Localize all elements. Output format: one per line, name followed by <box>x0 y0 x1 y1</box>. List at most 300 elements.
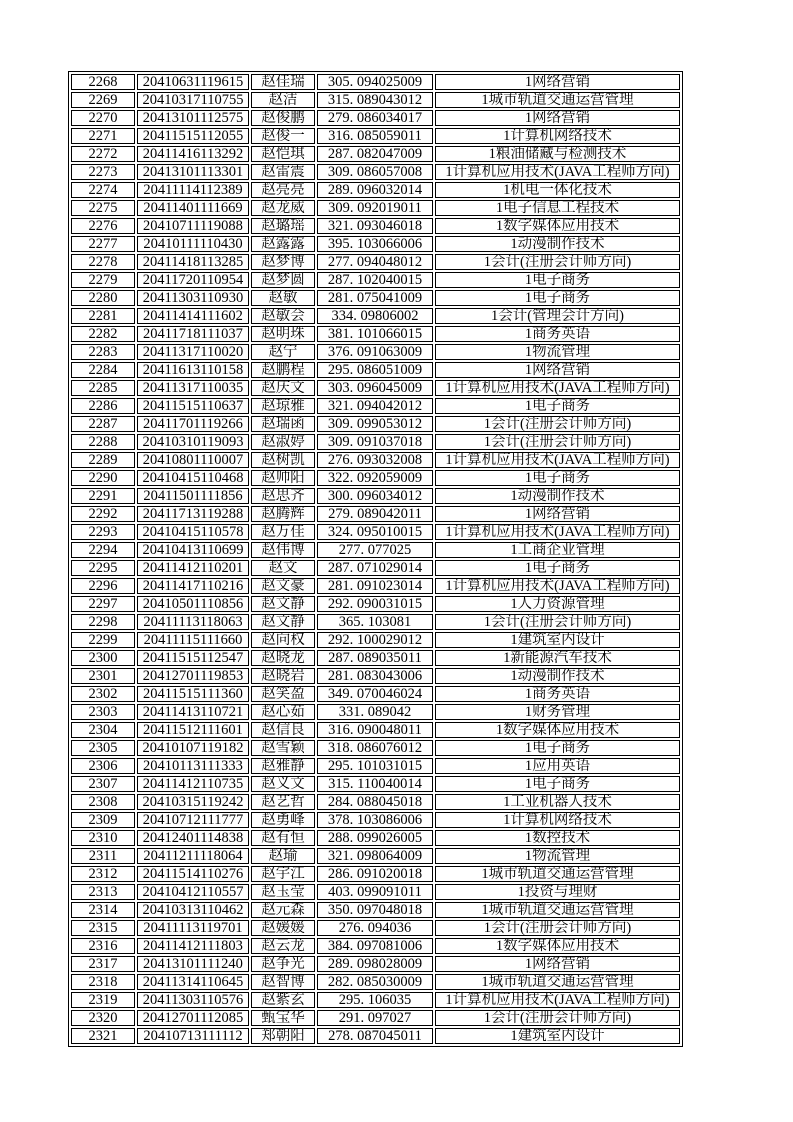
cell-major: 1计算机应用技术(JAVA工程师方向) <box>435 992 680 1008</box>
table-row <box>71 254 680 270</box>
table-row <box>71 668 680 684</box>
table-row <box>71 560 680 576</box>
cell-candidate_id: 20412401114838 <box>137 830 249 846</box>
cell-candidate_id: 20411515110637 <box>137 398 249 414</box>
cell-serial: 2321 <box>71 1028 135 1044</box>
cell-serial: 2296 <box>71 578 135 594</box>
cell-name: 赵文静 <box>251 614 315 630</box>
table-row <box>71 1010 680 1026</box>
cell-name: 赵宇江 <box>251 866 315 882</box>
cell-serial: 2292 <box>71 506 135 522</box>
cell-serial: 2294 <box>71 542 135 558</box>
table-row <box>71 812 680 828</box>
cell-score: 278. 087045011 <box>317 1028 433 1044</box>
table-body <box>71 74 680 1044</box>
cell-name: 赵玉莹 <box>251 884 315 900</box>
cell-name: 赵向权 <box>251 632 315 648</box>
cell-candidate_id: 20411613110158 <box>137 362 249 378</box>
table-row <box>71 902 680 918</box>
cell-major: 1动漫制作技术 <box>435 236 680 252</box>
cell-score: 287. 071029014 <box>317 560 433 576</box>
cell-serial: 2286 <box>71 398 135 414</box>
cell-major: 1计算机应用技术(JAVA工程师方向) <box>435 452 680 468</box>
cell-candidate_id: 20411113118063 <box>137 614 249 630</box>
cell-major: 1网络营销 <box>435 362 680 378</box>
cell-candidate_id: 20411114112389 <box>137 182 249 198</box>
cell-score: 321. 094042012 <box>317 398 433 414</box>
table-row <box>71 686 680 702</box>
cell-major: 1物流管理 <box>435 848 680 864</box>
table-row <box>71 542 680 558</box>
cell-name: 赵明珠 <box>251 326 315 342</box>
table-row <box>71 830 680 846</box>
cell-name: 赵媛媛 <box>251 920 315 936</box>
table-row <box>71 236 680 252</box>
cell-name: 赵文豪 <box>251 578 315 594</box>
cell-name: 赵晓岩 <box>251 668 315 684</box>
cell-name: 赵紫玄 <box>251 992 315 1008</box>
cell-candidate_id: 20410107119182 <box>137 740 249 756</box>
cell-name: 赵亮亮 <box>251 182 315 198</box>
cell-candidate_id: 20411718111037 <box>137 326 249 342</box>
table-row <box>71 614 680 630</box>
cell-major: 1计算机应用技术(JAVA工程师方向) <box>435 524 680 540</box>
cell-major: 1电子信息工程技术 <box>435 200 680 216</box>
cell-major: 1电子商务 <box>435 290 680 306</box>
cell-name: 赵元森 <box>251 902 315 918</box>
cell-name: 赵璐瑶 <box>251 218 315 234</box>
cell-serial: 2282 <box>71 326 135 342</box>
cell-name: 赵文静 <box>251 596 315 612</box>
cell-candidate_id: 20411713119288 <box>137 506 249 522</box>
cell-candidate_id: 20410111110430 <box>137 236 249 252</box>
cell-score: 331. 089042 <box>317 704 433 720</box>
cell-score: 322. 092059009 <box>317 470 433 486</box>
cell-score: 321. 093046018 <box>317 218 433 234</box>
cell-name: 赵笑盈 <box>251 686 315 702</box>
cell-score: 287. 082047009 <box>317 146 433 162</box>
cell-serial: 2302 <box>71 686 135 702</box>
cell-major: 1电子商务 <box>435 398 680 414</box>
cell-candidate_id: 20410315119242 <box>137 794 249 810</box>
table-row <box>71 182 680 198</box>
cell-serial: 2297 <box>71 596 135 612</box>
cell-score: 303. 096045009 <box>317 380 433 396</box>
cell-major: 1城市轨道交通运营管理 <box>435 974 680 990</box>
cell-candidate_id: 20411412111803 <box>137 938 249 954</box>
cell-score: 309. 086057008 <box>317 164 433 180</box>
cell-candidate_id: 20411303110576 <box>137 992 249 1008</box>
cell-candidate_id: 20413101112575 <box>137 110 249 126</box>
cell-serial: 2287 <box>71 416 135 432</box>
cell-major: 1人力资源管理 <box>435 596 680 612</box>
cell-serial: 2278 <box>71 254 135 270</box>
cell-score: 349. 070046024 <box>317 686 433 702</box>
table-row <box>71 956 680 972</box>
cell-name: 赵文 <box>251 560 315 576</box>
cell-score: 277. 077025 <box>317 542 433 558</box>
cell-serial: 2320 <box>71 1010 135 1026</box>
cell-candidate_id: 20411514110276 <box>137 866 249 882</box>
cell-serial: 2307 <box>71 776 135 792</box>
cell-major: 1新能源汽车技术 <box>435 650 680 666</box>
cell-score: 284. 088045018 <box>317 794 433 810</box>
cell-major: 1机电一体化技术 <box>435 182 680 198</box>
cell-candidate_id: 20411512111601 <box>137 722 249 738</box>
cell-candidate_id: 20412701112085 <box>137 1010 249 1026</box>
cell-major: 1网络营销 <box>435 506 680 522</box>
cell-serial: 2285 <box>71 380 135 396</box>
cell-serial: 2284 <box>71 362 135 378</box>
cell-name: 赵智博 <box>251 974 315 990</box>
table-row <box>71 164 680 180</box>
cell-candidate_id: 20411314110645 <box>137 974 249 990</box>
table-row <box>71 128 680 144</box>
cell-candidate_id: 20411418113285 <box>137 254 249 270</box>
cell-major: 1动漫制作技术 <box>435 668 680 684</box>
cell-score: 305. 094025009 <box>317 74 433 90</box>
cell-name: 赵勇峰 <box>251 812 315 828</box>
cell-serial: 2283 <box>71 344 135 360</box>
cell-major: 1会计(注册会计师方向) <box>435 1010 680 1026</box>
cell-name: 赵恺琪 <box>251 146 315 162</box>
cell-candidate_id: 20411303110930 <box>137 290 249 306</box>
cell-major: 1会计(注册会计师方向) <box>435 416 680 432</box>
table-row <box>71 596 680 612</box>
cell-score: 279. 086034017 <box>317 110 433 126</box>
table-row <box>71 326 680 342</box>
cell-major: 1数字媒体应用技术 <box>435 938 680 954</box>
cell-serial: 2305 <box>71 740 135 756</box>
cell-candidate_id: 20411701119266 <box>137 416 249 432</box>
cell-name: 赵敏 <box>251 290 315 306</box>
cell-serial: 2289 <box>71 452 135 468</box>
cell-major: 1会计(管理会计方向) <box>435 308 680 324</box>
cell-name: 赵争光 <box>251 956 315 972</box>
table-row <box>71 866 680 882</box>
table-row <box>71 794 680 810</box>
cell-candidate_id: 20410801110007 <box>137 452 249 468</box>
cell-name: 赵瑞函 <box>251 416 315 432</box>
cell-candidate_id: 20411417110216 <box>137 578 249 594</box>
cell-score: 309. 091037018 <box>317 434 433 450</box>
cell-score: 277. 094048012 <box>317 254 433 270</box>
cell-score: 295. 106035 <box>317 992 433 1008</box>
cell-candidate_id: 20411317110020 <box>137 344 249 360</box>
table-row <box>71 416 680 432</box>
cell-candidate_id: 20411414111602 <box>137 308 249 324</box>
cell-name: 赵有恒 <box>251 830 315 846</box>
cell-score: 288. 099026005 <box>317 830 433 846</box>
table-row <box>71 344 680 360</box>
cell-major: 1计算机应用技术(JAVA工程师方向) <box>435 380 680 396</box>
cell-major: 1城市轨道交通运营管理 <box>435 902 680 918</box>
cell-score: 381. 101066015 <box>317 326 433 342</box>
cell-name: 赵万佳 <box>251 524 315 540</box>
cell-candidate_id: 20411113119701 <box>137 920 249 936</box>
cell-candidate_id: 20411515111360 <box>137 686 249 702</box>
cell-score: 292. 090031015 <box>317 596 433 612</box>
table-row <box>71 524 680 540</box>
cell-candidate_id: 20410711119088 <box>137 218 249 234</box>
table-row <box>71 650 680 666</box>
cell-serial: 2312 <box>71 866 135 882</box>
cell-name: 赵庆文 <box>251 380 315 396</box>
cell-candidate_id: 20410317110755 <box>137 92 249 108</box>
cell-candidate_id: 20410415110468 <box>137 470 249 486</box>
cell-candidate_id: 20411416113292 <box>137 146 249 162</box>
cell-candidate_id: 20411211118064 <box>137 848 249 864</box>
cell-score: 334. 09806002 <box>317 308 433 324</box>
cell-candidate_id: 20411412110201 <box>137 560 249 576</box>
cell-score: 281. 091023014 <box>317 578 433 594</box>
cell-name: 郑朝阳 <box>251 1028 315 1044</box>
cell-name: 赵心茹 <box>251 704 315 720</box>
table-row <box>71 308 680 324</box>
cell-serial: 2268 <box>71 74 135 90</box>
cell-score: 300. 096034012 <box>317 488 433 504</box>
cell-score: 287. 102040015 <box>317 272 433 288</box>
cell-score: 384. 097081006 <box>317 938 433 954</box>
cell-score: 365. 103081 <box>317 614 433 630</box>
table-row <box>71 110 680 126</box>
cell-score: 276. 093032008 <box>317 452 433 468</box>
table-row <box>71 506 680 522</box>
cell-name: 赵义文 <box>251 776 315 792</box>
cell-score: 350. 097048018 <box>317 902 433 918</box>
cell-serial: 2319 <box>71 992 135 1008</box>
cell-serial: 2276 <box>71 218 135 234</box>
cell-name: 赵云龙 <box>251 938 315 954</box>
cell-major: 1会计(注册会计师方向) <box>435 434 680 450</box>
cell-candidate_id: 20411515112547 <box>137 650 249 666</box>
cell-serial: 2269 <box>71 92 135 108</box>
cell-name: 赵梦博 <box>251 254 315 270</box>
cell-major: 1电子商务 <box>435 560 680 576</box>
table-row <box>71 92 680 108</box>
table-row <box>71 272 680 288</box>
cell-major: 1网络营销 <box>435 956 680 972</box>
cell-major: 1数控技术 <box>435 830 680 846</box>
cell-major: 1计算机网络技术 <box>435 812 680 828</box>
cell-candidate_id: 20411413110721 <box>137 704 249 720</box>
cell-name: 赵腾辉 <box>251 506 315 522</box>
cell-candidate_id: 20412701119853 <box>137 668 249 684</box>
cell-score: 287. 089035011 <box>317 650 433 666</box>
table-row <box>71 704 680 720</box>
cell-name: 赵佳瑞 <box>251 74 315 90</box>
cell-serial: 2288 <box>71 434 135 450</box>
cell-name: 赵雪颖 <box>251 740 315 756</box>
cell-serial: 2273 <box>71 164 135 180</box>
cell-name: 赵帅阳 <box>251 470 315 486</box>
cell-name: 赵洁 <box>251 92 315 108</box>
cell-name: 赵艺哲 <box>251 794 315 810</box>
cell-candidate_id: 20410712111777 <box>137 812 249 828</box>
table-row <box>71 362 680 378</box>
cell-candidate_id: 20411317110035 <box>137 380 249 396</box>
cell-major: 1计算机应用技术(JAVA工程师方向) <box>435 164 680 180</box>
cell-candidate_id: 20410412110557 <box>137 884 249 900</box>
cell-name: 赵梦圆 <box>251 272 315 288</box>
cell-score: 289. 096032014 <box>317 182 433 198</box>
table-row <box>71 470 680 486</box>
cell-candidate_id: 20411412110735 <box>137 776 249 792</box>
table-row <box>71 632 680 648</box>
cell-candidate_id: 20411401111669 <box>137 200 249 216</box>
cell-name: 赵伟博 <box>251 542 315 558</box>
cell-score: 376. 091063009 <box>317 344 433 360</box>
table-row <box>71 200 680 216</box>
table-row <box>71 218 680 234</box>
cell-name: 赵树凯 <box>251 452 315 468</box>
cell-major: 1城市轨道交通运营管理 <box>435 866 680 882</box>
cell-score: 291. 097027 <box>317 1010 433 1026</box>
cell-score: 281. 083043006 <box>317 668 433 684</box>
cell-candidate_id: 20413101113301 <box>137 164 249 180</box>
cell-name: 赵俊一 <box>251 128 315 144</box>
table-row <box>71 992 680 1008</box>
cell-serial: 2295 <box>71 560 135 576</box>
cell-candidate_id: 20410501110856 <box>137 596 249 612</box>
cell-serial: 2280 <box>71 290 135 306</box>
cell-candidate_id: 20410310119093 <box>137 434 249 450</box>
cell-score: 309. 099053012 <box>317 416 433 432</box>
cell-major: 1网络营销 <box>435 74 680 90</box>
table-row <box>71 488 680 504</box>
cell-serial: 2316 <box>71 938 135 954</box>
cell-candidate_id: 20410713111112 <box>137 1028 249 1044</box>
cell-name: 赵琼雅 <box>251 398 315 414</box>
table-row <box>71 452 680 468</box>
cell-serial: 2303 <box>71 704 135 720</box>
cell-score: 324. 095010015 <box>317 524 433 540</box>
table-row <box>71 434 680 450</box>
cell-candidate_id: 20411501111856 <box>137 488 249 504</box>
cell-score: 295. 101031015 <box>317 758 433 774</box>
cell-major: 1商务英语 <box>435 686 680 702</box>
cell-serial: 2290 <box>71 470 135 486</box>
cell-score: 309. 092019011 <box>317 200 433 216</box>
cell-name: 赵敏会 <box>251 308 315 324</box>
cell-serial: 2317 <box>71 956 135 972</box>
table-row <box>71 290 680 306</box>
cell-candidate_id: 20411720110954 <box>137 272 249 288</box>
cell-major: 1电子商务 <box>435 740 680 756</box>
cell-serial: 2299 <box>71 632 135 648</box>
cell-serial: 2306 <box>71 758 135 774</box>
cell-major: 1物流管理 <box>435 344 680 360</box>
cell-score: 289. 098028009 <box>317 956 433 972</box>
cell-score: 315. 110040014 <box>317 776 433 792</box>
cell-score: 315. 089043012 <box>317 92 433 108</box>
cell-serial: 2314 <box>71 902 135 918</box>
cell-score: 403. 099091011 <box>317 884 433 900</box>
cell-major: 1数字媒体应用技术 <box>435 218 680 234</box>
cell-candidate_id: 20410631119615 <box>137 74 249 90</box>
table-row <box>71 398 680 414</box>
cell-major: 1会计(注册会计师方向) <box>435 614 680 630</box>
cell-name: 赵宁 <box>251 344 315 360</box>
cell-name: 赵露露 <box>251 236 315 252</box>
cell-major: 1城市轨道交通运营管理 <box>435 92 680 108</box>
cell-serial: 2298 <box>71 614 135 630</box>
cell-serial: 2277 <box>71 236 135 252</box>
cell-score: 276. 094036 <box>317 920 433 936</box>
cell-candidate_id: 20410313110462 <box>137 902 249 918</box>
cell-serial: 2301 <box>71 668 135 684</box>
cell-candidate_id: 20410415110578 <box>137 524 249 540</box>
cell-major: 1网络营销 <box>435 110 680 126</box>
cell-score: 295. 086051009 <box>317 362 433 378</box>
cell-score: 281. 075041009 <box>317 290 433 306</box>
cell-score: 316. 085059011 <box>317 128 433 144</box>
cell-major: 1计算机网络技术 <box>435 128 680 144</box>
cell-serial: 2304 <box>71 722 135 738</box>
table-row <box>71 920 680 936</box>
cell-name: 赵瑜 <box>251 848 315 864</box>
table-row <box>71 146 680 162</box>
cell-major: 1电子商务 <box>435 776 680 792</box>
cell-serial: 2315 <box>71 920 135 936</box>
cell-serial: 2310 <box>71 830 135 846</box>
cell-score: 321. 098064009 <box>317 848 433 864</box>
cell-major: 1计算机应用技术(JAVA工程师方向) <box>435 578 680 594</box>
cell-candidate_id: 20413101111240 <box>137 956 249 972</box>
table-row <box>71 758 680 774</box>
cell-score: 395. 103066006 <box>317 236 433 252</box>
cell-name: 赵晓龙 <box>251 650 315 666</box>
cell-serial: 2318 <box>71 974 135 990</box>
table-row <box>71 380 680 396</box>
table-row <box>71 776 680 792</box>
table-row <box>71 578 680 594</box>
table-row <box>71 974 680 990</box>
cell-major: 1工业机器人技术 <box>435 794 680 810</box>
cell-serial: 2271 <box>71 128 135 144</box>
cell-major: 1会计(注册会计师方向) <box>435 920 680 936</box>
cell-candidate_id: 20410413110699 <box>137 542 249 558</box>
cell-score: 318. 086076012 <box>317 740 433 756</box>
cell-name: 赵雷震 <box>251 164 315 180</box>
table-row <box>71 938 680 954</box>
cell-major: 1粮油储藏与检测技术 <box>435 146 680 162</box>
cell-major: 1会计(注册会计师方向) <box>435 254 680 270</box>
table-row <box>71 74 680 90</box>
cell-major: 1建筑室内设计 <box>435 632 680 648</box>
cell-serial: 2281 <box>71 308 135 324</box>
cell-major: 1工商企业管理 <box>435 542 680 558</box>
cell-score: 279. 089042011 <box>317 506 433 522</box>
cell-serial: 2311 <box>71 848 135 864</box>
cell-score: 316. 090048011 <box>317 722 433 738</box>
cell-score: 282. 085030009 <box>317 974 433 990</box>
cell-major: 1动漫制作技术 <box>435 488 680 504</box>
cell-name: 甄宝华 <box>251 1010 315 1026</box>
table-row <box>71 848 680 864</box>
cell-major: 1建筑室内设计 <box>435 1028 680 1044</box>
cell-candidate_id: 20410113111333 <box>137 758 249 774</box>
cell-serial: 2300 <box>71 650 135 666</box>
cell-major: 1应用英语 <box>435 758 680 774</box>
cell-serial: 2308 <box>71 794 135 810</box>
cell-serial: 2274 <box>71 182 135 198</box>
cell-name: 赵俊鹏 <box>251 110 315 126</box>
cell-major: 1电子商务 <box>435 272 680 288</box>
cell-major: 1财务管理 <box>435 704 680 720</box>
cell-name: 赵雅静 <box>251 758 315 774</box>
cell-serial: 2313 <box>71 884 135 900</box>
